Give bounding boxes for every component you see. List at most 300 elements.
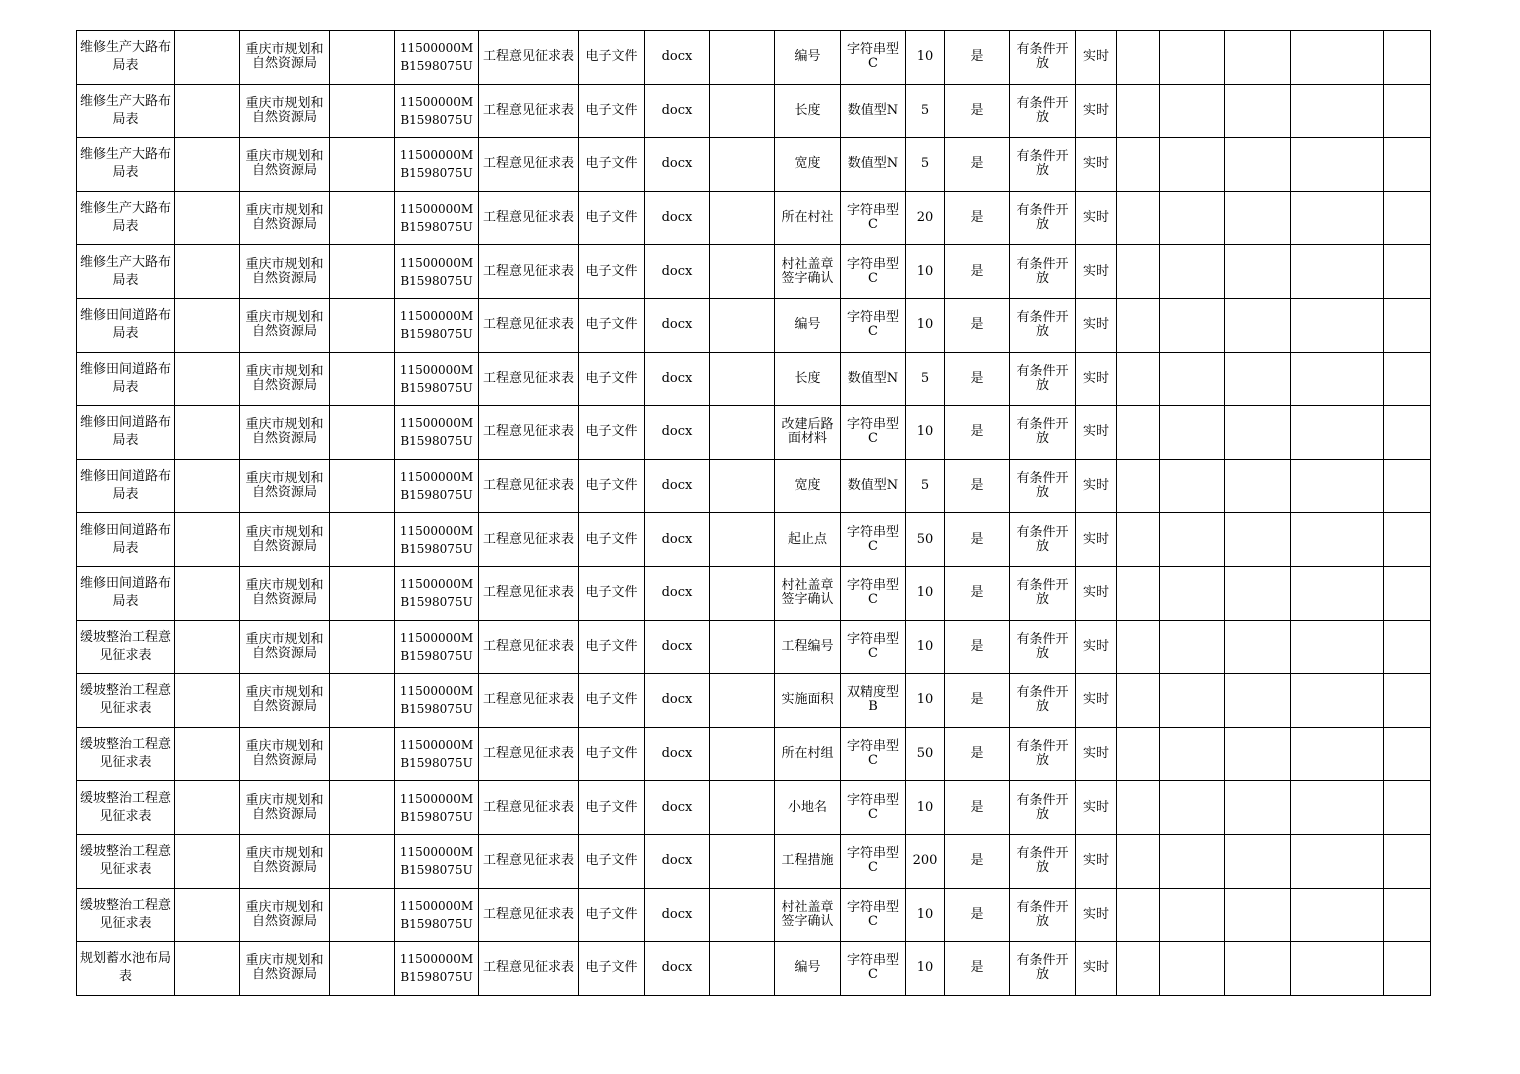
blank-cell (1384, 84, 1431, 138)
file-format-cell: docx (645, 674, 710, 728)
data-type-cell: 数值型N (841, 352, 906, 406)
field-name-cell: 工程措施 (775, 834, 841, 888)
resource-name-cell: 缓坡整治工程意见征求表 (77, 834, 175, 888)
resource-name-cell: 维修田间道路布局表 (77, 406, 175, 460)
org-code-cell: 11500000MB1598075U (395, 781, 479, 835)
format-type-cell: 电子文件 (579, 298, 645, 352)
blank-cell (710, 674, 775, 728)
blank-cell (175, 942, 240, 996)
blank-cell (175, 781, 240, 835)
format-type-cell: 电子文件 (579, 352, 645, 406)
blank-cell (1384, 406, 1431, 460)
blank-cell (1225, 84, 1291, 138)
update-frequency-cell: 实时 (1076, 245, 1117, 299)
blank-cell (1117, 245, 1160, 299)
blank-cell (330, 352, 395, 406)
department-cell: 重庆市规划和自然资源局 (240, 727, 330, 781)
blank-cell (330, 513, 395, 567)
field-name-cell: 编号 (775, 942, 841, 996)
resource-name-cell: 维修生产大路布局表 (77, 245, 175, 299)
blank-cell (1160, 888, 1225, 942)
blank-cell (1225, 513, 1291, 567)
required-cell: 是 (945, 406, 1010, 460)
blank-cell (1384, 834, 1431, 888)
blank-cell (710, 406, 775, 460)
file-format-cell: docx (645, 138, 710, 192)
department-cell: 重庆市规划和自然资源局 (240, 31, 330, 85)
resource-name-cell: 缓坡整治工程意见征求表 (77, 888, 175, 942)
share-type-cell: 有条件开放 (1010, 888, 1076, 942)
file-format-cell: docx (645, 781, 710, 835)
blank-cell (1160, 620, 1225, 674)
blank-cell (330, 84, 395, 138)
blank-cell (1291, 459, 1384, 513)
file-format-cell: docx (645, 620, 710, 674)
blank-cell (175, 674, 240, 728)
department-cell: 重庆市规划和自然资源局 (240, 888, 330, 942)
data-type-cell: 数值型N (841, 138, 906, 192)
table-row (77, 566, 1431, 620)
org-code-cell: 11500000MB1598075U (395, 459, 479, 513)
update-frequency-cell: 实时 (1076, 84, 1117, 138)
blank-cell (710, 727, 775, 781)
blank-cell (1291, 781, 1384, 835)
source-cell: 工程意见征求表 (479, 138, 579, 192)
required-cell: 是 (945, 781, 1010, 835)
blank-cell (175, 352, 240, 406)
blank-cell (1291, 352, 1384, 406)
blank-cell (710, 888, 775, 942)
length-cell: 10 (906, 674, 945, 728)
field-name-cell: 实施面积 (775, 674, 841, 728)
blank-cell (1160, 942, 1225, 996)
blank-cell (1225, 674, 1291, 728)
required-cell: 是 (945, 459, 1010, 513)
source-cell: 工程意见征求表 (479, 406, 579, 460)
blank-cell (1117, 834, 1160, 888)
blank-cell (1384, 191, 1431, 245)
blank-cell (1160, 513, 1225, 567)
field-name-cell: 长度 (775, 84, 841, 138)
length-cell: 10 (906, 31, 945, 85)
blank-cell (1117, 566, 1160, 620)
length-cell: 10 (906, 942, 945, 996)
table-row (77, 245, 1431, 299)
source-cell: 工程意见征求表 (479, 727, 579, 781)
update-frequency-cell: 实时 (1076, 566, 1117, 620)
blank-cell (175, 191, 240, 245)
source-cell: 工程意见征求表 (479, 834, 579, 888)
table-row (77, 674, 1431, 728)
blank-cell (710, 834, 775, 888)
blank-cell (710, 781, 775, 835)
length-cell: 5 (906, 84, 945, 138)
org-code-cell: 11500000MB1598075U (395, 513, 479, 567)
blank-cell (330, 459, 395, 513)
blank-cell (1117, 298, 1160, 352)
blank-cell (175, 727, 240, 781)
file-format-cell: docx (645, 513, 710, 567)
data-type-cell: 字符串型C (841, 620, 906, 674)
blank-cell (1160, 566, 1225, 620)
share-type-cell: 有条件开放 (1010, 834, 1076, 888)
blank-cell (710, 31, 775, 85)
format-type-cell: 电子文件 (579, 834, 645, 888)
table-body (77, 31, 1431, 996)
source-cell: 工程意见征求表 (479, 245, 579, 299)
data-type-cell: 字符串型C (841, 245, 906, 299)
blank-cell (710, 513, 775, 567)
blank-cell (1384, 352, 1431, 406)
blank-cell (1160, 245, 1225, 299)
department-cell: 重庆市规划和自然资源局 (240, 138, 330, 192)
blank-cell (1160, 781, 1225, 835)
file-format-cell: docx (645, 406, 710, 460)
blank-cell (1384, 245, 1431, 299)
resource-name-cell: 规划蓄水池布局表 (77, 942, 175, 996)
required-cell: 是 (945, 834, 1010, 888)
blank-cell (710, 942, 775, 996)
blank-cell (1291, 298, 1384, 352)
blank-cell (1160, 674, 1225, 728)
share-type-cell: 有条件开放 (1010, 191, 1076, 245)
format-type-cell: 电子文件 (579, 727, 645, 781)
data-type-cell: 字符串型C (841, 191, 906, 245)
required-cell: 是 (945, 942, 1010, 996)
org-code-cell: 11500000MB1598075U (395, 834, 479, 888)
org-code-cell: 11500000MB1598075U (395, 888, 479, 942)
blank-cell (1291, 888, 1384, 942)
blank-cell (1225, 31, 1291, 85)
department-cell: 重庆市规划和自然资源局 (240, 245, 330, 299)
field-name-cell: 村社盖章签字确认 (775, 245, 841, 299)
share-type-cell: 有条件开放 (1010, 566, 1076, 620)
share-type-cell: 有条件开放 (1010, 298, 1076, 352)
file-format-cell: docx (645, 352, 710, 406)
blank-cell (175, 245, 240, 299)
length-cell: 10 (906, 298, 945, 352)
update-frequency-cell: 实时 (1076, 888, 1117, 942)
blank-cell (1384, 781, 1431, 835)
resource-name-cell: 维修田间道路布局表 (77, 513, 175, 567)
format-type-cell: 电子文件 (579, 138, 645, 192)
blank-cell (1291, 513, 1384, 567)
blank-cell (1291, 245, 1384, 299)
department-cell: 重庆市规划和自然资源局 (240, 298, 330, 352)
blank-cell (1291, 834, 1384, 888)
blank-cell (330, 138, 395, 192)
file-format-cell: docx (645, 298, 710, 352)
blank-cell (1291, 566, 1384, 620)
length-cell: 50 (906, 727, 945, 781)
blank-cell (330, 942, 395, 996)
update-frequency-cell: 实时 (1076, 942, 1117, 996)
share-type-cell: 有条件开放 (1010, 727, 1076, 781)
department-cell: 重庆市规划和自然资源局 (240, 406, 330, 460)
length-cell: 200 (906, 834, 945, 888)
org-code-cell: 11500000MB1598075U (395, 674, 479, 728)
length-cell: 5 (906, 352, 945, 406)
org-code-cell: 11500000MB1598075U (395, 191, 479, 245)
field-name-cell: 宽度 (775, 459, 841, 513)
blank-cell (1160, 727, 1225, 781)
blank-cell (1384, 566, 1431, 620)
blank-cell (1291, 942, 1384, 996)
blank-cell (1291, 406, 1384, 460)
length-cell: 10 (906, 888, 945, 942)
format-type-cell: 电子文件 (579, 942, 645, 996)
blank-cell (1117, 459, 1160, 513)
blank-cell (175, 138, 240, 192)
blank-cell (1160, 406, 1225, 460)
resource-name-cell: 缓坡整治工程意见征求表 (77, 727, 175, 781)
required-cell: 是 (945, 674, 1010, 728)
data-catalog-table (76, 30, 1431, 996)
blank-cell (1225, 406, 1291, 460)
resource-name-cell: 缓坡整治工程意见征求表 (77, 674, 175, 728)
update-frequency-cell: 实时 (1076, 781, 1117, 835)
org-code-cell: 11500000MB1598075U (395, 727, 479, 781)
length-cell: 5 (906, 138, 945, 192)
data-type-cell: 字符串型C (841, 298, 906, 352)
table-row (77, 406, 1431, 460)
data-type-cell: 数值型N (841, 84, 906, 138)
blank-cell (330, 674, 395, 728)
blank-cell (1160, 352, 1225, 406)
data-type-cell: 字符串型C (841, 942, 906, 996)
format-type-cell: 电子文件 (579, 888, 645, 942)
blank-cell (1117, 31, 1160, 85)
table-row (77, 84, 1431, 138)
resource-name-cell: 维修生产大路布局表 (77, 31, 175, 85)
length-cell: 10 (906, 781, 945, 835)
source-cell: 工程意见征求表 (479, 888, 579, 942)
table-row (77, 620, 1431, 674)
required-cell: 是 (945, 84, 1010, 138)
department-cell: 重庆市规划和自然资源局 (240, 191, 330, 245)
required-cell: 是 (945, 352, 1010, 406)
blank-cell (1117, 620, 1160, 674)
department-cell: 重庆市规划和自然资源局 (240, 834, 330, 888)
resource-name-cell: 缓坡整治工程意见征求表 (77, 781, 175, 835)
format-type-cell: 电子文件 (579, 781, 645, 835)
share-type-cell: 有条件开放 (1010, 245, 1076, 299)
org-code-cell: 11500000MB1598075U (395, 84, 479, 138)
update-frequency-cell: 实时 (1076, 727, 1117, 781)
blank-cell (330, 888, 395, 942)
blank-cell (1384, 298, 1431, 352)
share-type-cell: 有条件开放 (1010, 674, 1076, 728)
share-type-cell: 有条件开放 (1010, 459, 1076, 513)
blank-cell (1291, 138, 1384, 192)
blank-cell (175, 620, 240, 674)
source-cell: 工程意见征求表 (479, 84, 579, 138)
share-type-cell: 有条件开放 (1010, 942, 1076, 996)
share-type-cell: 有条件开放 (1010, 406, 1076, 460)
blank-cell (1291, 620, 1384, 674)
share-type-cell: 有条件开放 (1010, 781, 1076, 835)
field-name-cell: 编号 (775, 298, 841, 352)
data-type-cell: 字符串型C (841, 781, 906, 835)
blank-cell (1225, 620, 1291, 674)
org-code-cell: 11500000MB1598075U (395, 31, 479, 85)
blank-cell (330, 834, 395, 888)
required-cell: 是 (945, 620, 1010, 674)
blank-cell (330, 406, 395, 460)
share-type-cell: 有条件开放 (1010, 84, 1076, 138)
update-frequency-cell: 实时 (1076, 406, 1117, 460)
file-format-cell: docx (645, 888, 710, 942)
update-frequency-cell: 实时 (1076, 138, 1117, 192)
org-code-cell: 11500000MB1598075U (395, 245, 479, 299)
blank-cell (1225, 138, 1291, 192)
share-type-cell: 有条件开放 (1010, 620, 1076, 674)
org-code-cell: 11500000MB1598075U (395, 942, 479, 996)
field-name-cell: 所在村社 (775, 191, 841, 245)
department-cell: 重庆市规划和自然资源局 (240, 620, 330, 674)
required-cell: 是 (945, 31, 1010, 85)
source-cell: 工程意见征求表 (479, 191, 579, 245)
blank-cell (175, 566, 240, 620)
format-type-cell: 电子文件 (579, 31, 645, 85)
source-cell: 工程意见征求表 (479, 513, 579, 567)
blank-cell (1291, 31, 1384, 85)
field-name-cell: 村社盖章签字确认 (775, 566, 841, 620)
department-cell: 重庆市规划和自然资源局 (240, 566, 330, 620)
source-cell: 工程意见征求表 (479, 31, 579, 85)
format-type-cell: 电子文件 (579, 245, 645, 299)
update-frequency-cell: 实时 (1076, 298, 1117, 352)
blank-cell (1384, 31, 1431, 85)
blank-cell (330, 620, 395, 674)
data-type-cell: 字符串型C (841, 727, 906, 781)
length-cell: 20 (906, 191, 945, 245)
blank-cell (1384, 138, 1431, 192)
blank-cell (1384, 513, 1431, 567)
format-type-cell: 电子文件 (579, 406, 645, 460)
format-type-cell: 电子文件 (579, 84, 645, 138)
blank-cell (1117, 138, 1160, 192)
blank-cell (1384, 674, 1431, 728)
blank-cell (710, 298, 775, 352)
length-cell: 10 (906, 620, 945, 674)
org-code-cell: 11500000MB1598075U (395, 138, 479, 192)
source-cell: 工程意见征求表 (479, 298, 579, 352)
format-type-cell: 电子文件 (579, 191, 645, 245)
blank-cell (1384, 620, 1431, 674)
blank-cell (1117, 727, 1160, 781)
blank-cell (1225, 781, 1291, 835)
table-row (77, 781, 1431, 835)
department-cell: 重庆市规划和自然资源局 (240, 352, 330, 406)
blank-cell (1291, 727, 1384, 781)
table-row (77, 138, 1431, 192)
file-format-cell: docx (645, 84, 710, 138)
blank-cell (330, 781, 395, 835)
department-cell: 重庆市规划和自然资源局 (240, 674, 330, 728)
table-row (77, 513, 1431, 567)
field-name-cell: 编号 (775, 31, 841, 85)
blank-cell (1160, 84, 1225, 138)
format-type-cell: 电子文件 (579, 459, 645, 513)
resource-name-cell: 维修生产大路布局表 (77, 191, 175, 245)
data-type-cell: 字符串型C (841, 834, 906, 888)
field-name-cell: 小地名 (775, 781, 841, 835)
org-code-cell: 11500000MB1598075U (395, 620, 479, 674)
format-type-cell: 电子文件 (579, 674, 645, 728)
blank-cell (1117, 191, 1160, 245)
department-cell: 重庆市规划和自然资源局 (240, 781, 330, 835)
table-row (77, 727, 1431, 781)
field-name-cell: 所在村组 (775, 727, 841, 781)
source-cell: 工程意见征求表 (479, 674, 579, 728)
format-type-cell: 电子文件 (579, 566, 645, 620)
share-type-cell: 有条件开放 (1010, 352, 1076, 406)
length-cell: 5 (906, 459, 945, 513)
blank-cell (175, 834, 240, 888)
blank-cell (710, 352, 775, 406)
file-format-cell: docx (645, 566, 710, 620)
blank-cell (1225, 888, 1291, 942)
file-format-cell: docx (645, 727, 710, 781)
blank-cell (175, 298, 240, 352)
blank-cell (710, 459, 775, 513)
required-cell: 是 (945, 138, 1010, 192)
blank-cell (175, 84, 240, 138)
data-type-cell: 字符串型C (841, 566, 906, 620)
field-name-cell: 工程编号 (775, 620, 841, 674)
org-code-cell: 11500000MB1598075U (395, 566, 479, 620)
blank-cell (1225, 834, 1291, 888)
blank-cell (1225, 298, 1291, 352)
file-format-cell: docx (645, 191, 710, 245)
blank-cell (330, 245, 395, 299)
blank-cell (710, 245, 775, 299)
update-frequency-cell: 实时 (1076, 834, 1117, 888)
required-cell: 是 (945, 191, 1010, 245)
update-frequency-cell: 实时 (1076, 620, 1117, 674)
share-type-cell: 有条件开放 (1010, 31, 1076, 85)
blank-cell (175, 513, 240, 567)
blank-cell (1384, 942, 1431, 996)
blank-cell (1225, 352, 1291, 406)
blank-cell (175, 459, 240, 513)
blank-cell (1117, 352, 1160, 406)
blank-cell (1384, 727, 1431, 781)
file-format-cell: docx (645, 31, 710, 85)
blank-cell (330, 191, 395, 245)
blank-cell (1117, 674, 1160, 728)
format-type-cell: 电子文件 (579, 620, 645, 674)
source-cell: 工程意见征求表 (479, 781, 579, 835)
blank-cell (1225, 459, 1291, 513)
blank-cell (330, 31, 395, 85)
data-type-cell: 双精度型B (841, 674, 906, 728)
blank-cell (710, 138, 775, 192)
data-type-cell: 数值型N (841, 459, 906, 513)
required-cell: 是 (945, 727, 1010, 781)
source-cell: 工程意见征求表 (479, 352, 579, 406)
share-type-cell: 有条件开放 (1010, 138, 1076, 192)
field-name-cell: 改建后路面材料 (775, 406, 841, 460)
department-cell: 重庆市规划和自然资源局 (240, 942, 330, 996)
share-type-cell: 有条件开放 (1010, 513, 1076, 567)
table-row (77, 298, 1431, 352)
table-row (77, 191, 1431, 245)
blank-cell (710, 620, 775, 674)
org-code-cell: 11500000MB1598075U (395, 352, 479, 406)
update-frequency-cell: 实时 (1076, 191, 1117, 245)
